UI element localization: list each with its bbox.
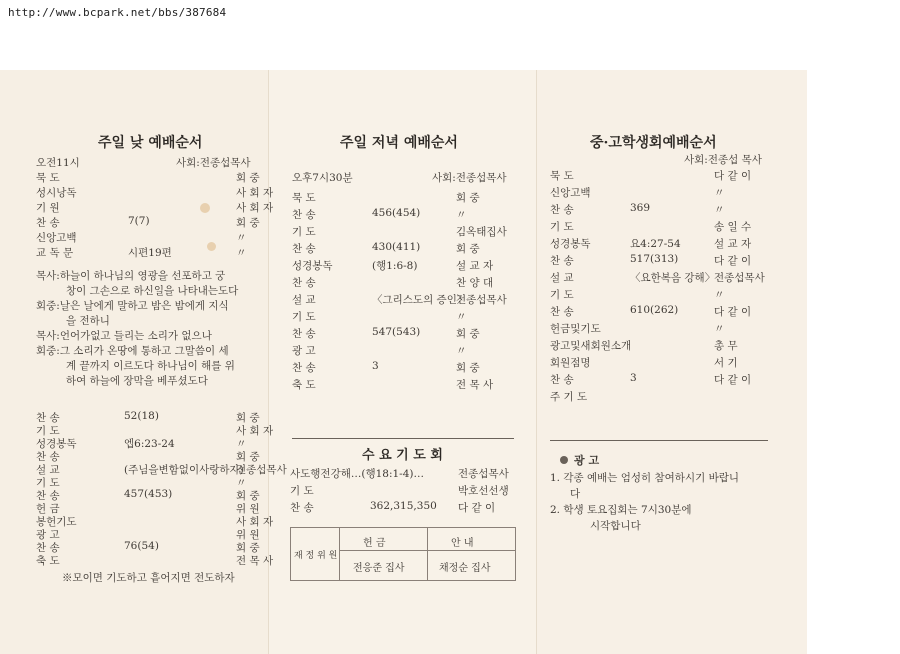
notice-title: 광 고 bbox=[574, 454, 600, 467]
source-url: http://www.bcpark.net/bbs/387684 bbox=[8, 6, 227, 19]
order-leader: 총 무 bbox=[714, 340, 738, 352]
order-item: 찬 송 bbox=[550, 204, 574, 216]
order-item: 기 도 bbox=[292, 311, 316, 323]
order-detail: 7(7) bbox=[128, 215, 150, 227]
order-leader: 회 중 bbox=[236, 412, 260, 424]
table-divider bbox=[339, 550, 515, 551]
text-line: 창이 그손으로 하신일을 나타내는도다 bbox=[66, 285, 239, 297]
order-leader: 〃 bbox=[456, 345, 467, 357]
order-leader: 설 교 자 bbox=[456, 260, 494, 272]
order-leader: 회 중 bbox=[236, 172, 260, 184]
evening-service-title: 주일 저녁 예배순서 bbox=[340, 135, 458, 151]
order-detail: 517(313) bbox=[630, 253, 679, 265]
order-leader: 사 회 자 bbox=[236, 187, 274, 199]
order-detail: 362,315,350 bbox=[370, 500, 437, 512]
order-item: 기 도 bbox=[550, 289, 574, 301]
order-leader: 〃 bbox=[236, 438, 247, 450]
order-item: 기 도 bbox=[292, 226, 316, 238]
order-item: 성경봉독 bbox=[36, 438, 77, 450]
order-leader: 다 같 이 bbox=[714, 170, 752, 182]
order-leader: 〃 bbox=[456, 311, 467, 323]
order-item: 교 독 문 bbox=[36, 247, 74, 259]
text-line: 시작합니다 bbox=[590, 520, 641, 532]
order-leader: 다 같 이 bbox=[714, 255, 752, 267]
order-leader: 〃 bbox=[714, 204, 725, 216]
text-line: 회중:날은 날에게 말하고 밤은 밤에게 지식 bbox=[36, 300, 229, 312]
order-leader: 다 같 이 bbox=[714, 306, 752, 318]
order-item: 찬 송 bbox=[292, 243, 316, 255]
text-line: 2. 학생 토요집회는 7시30분에 bbox=[550, 504, 692, 516]
table-value-offering: 전응준 집사 bbox=[353, 563, 405, 574]
order-item: 설 교 bbox=[36, 464, 60, 476]
text-line: 다 bbox=[570, 488, 581, 500]
evening-service-time: 오후7시30분 bbox=[292, 172, 353, 184]
bullet-icon bbox=[560, 456, 568, 464]
day-service-time: 오전11시 bbox=[36, 157, 80, 169]
text-line: 목사:언어가없고 들리는 소리가 없으나 bbox=[36, 330, 212, 342]
text-line: 하여 하늘에 장막을 베푸셨도다 bbox=[66, 375, 208, 387]
order-item: 성경봉독 bbox=[550, 238, 591, 250]
order-item: 축 도 bbox=[292, 379, 316, 391]
evening-service-host: 사회:전종섭목사 bbox=[432, 172, 507, 184]
order-item: 기 도 bbox=[36, 425, 60, 437]
order-detail: 3 bbox=[630, 372, 637, 384]
order-leader: 회 중 bbox=[236, 542, 260, 554]
order-item: 기 도 bbox=[290, 485, 314, 497]
order-item: 묵 도 bbox=[550, 170, 574, 182]
order-item: 축 도 bbox=[36, 555, 60, 567]
order-detail: (행1:6-8) bbox=[372, 260, 418, 272]
order-leader: 위 원 bbox=[236, 503, 260, 515]
table-divider bbox=[339, 528, 340, 580]
wednesday-title: 수 요 기 도 회 bbox=[362, 448, 443, 463]
order-detail: 369 bbox=[630, 202, 651, 214]
order-item: 찬 송 bbox=[36, 490, 60, 502]
order-item: 봉헌기도 bbox=[36, 516, 77, 528]
day-service-host: 사회:전종섭목사 bbox=[176, 157, 251, 169]
day-service-title: 주일 낮 예배순서 bbox=[98, 135, 203, 151]
order-leader: 다 같 이 bbox=[714, 374, 752, 386]
order-leader: 사 회 자 bbox=[236, 425, 274, 437]
order-item: 설 교 bbox=[292, 294, 316, 306]
order-item: 주 기 도 bbox=[550, 391, 588, 403]
order-item: 찬 송 bbox=[550, 255, 574, 267]
order-detail: (주님을변함없이사랑하자) bbox=[124, 464, 244, 476]
table-header-usher: 안 내 bbox=[451, 538, 474, 549]
order-item: 찬 송 bbox=[550, 306, 574, 318]
order-item: 광 고 bbox=[292, 345, 316, 357]
order-leader: 〃 bbox=[714, 289, 725, 301]
notice-divider bbox=[550, 440, 768, 441]
order-leader: 전 목 사 bbox=[236, 555, 274, 567]
order-item: 헌금및기도 bbox=[550, 323, 601, 335]
order-detail: 요4:27-54 bbox=[630, 238, 681, 250]
table-value-usher: 채정순 집사 bbox=[439, 563, 491, 574]
order-item: 찬 송 bbox=[36, 542, 60, 554]
text-line: 목사:하늘이 하나님의 영광을 선포하고 궁 bbox=[36, 270, 226, 282]
order-item: 광 고 bbox=[36, 529, 60, 541]
order-item: 성시낭독 bbox=[36, 187, 77, 199]
order-item: 찬 송 bbox=[550, 374, 574, 386]
order-leader: 회 중 bbox=[456, 328, 480, 340]
order-leader: 회 중 bbox=[456, 192, 480, 204]
order-item: 기 도 bbox=[550, 221, 574, 233]
stain-mark bbox=[200, 203, 210, 213]
order-item: 신앙고백 bbox=[550, 187, 591, 199]
table-header-offering: 헌 금 bbox=[363, 538, 386, 549]
order-item: 찬 송 bbox=[290, 502, 314, 514]
youth-service-title: 중·고학생회예배순서 bbox=[590, 135, 717, 151]
order-leader: 서 기 bbox=[714, 357, 738, 369]
day-footer-motto: ※모이면 기도하고 흩어지면 전도하자 bbox=[62, 572, 235, 584]
order-leader: 전종섭목사 bbox=[714, 272, 765, 284]
order-item: 설 교 bbox=[550, 272, 574, 284]
order-leader: 전종섭목사 bbox=[456, 294, 507, 306]
order-detail: 〈그리스도의 증인〉 bbox=[372, 294, 468, 306]
order-leader: 회 중 bbox=[456, 243, 480, 255]
order-leader: 전종섭목사 bbox=[236, 464, 287, 476]
order-leader: 송 일 수 bbox=[714, 221, 752, 233]
order-leader: 위 원 bbox=[236, 529, 260, 541]
youth-service-host: 사회:전종섭 목사 bbox=[684, 154, 762, 166]
order-detail: 52(18) bbox=[124, 410, 159, 422]
order-detail: 시편19편 bbox=[128, 247, 172, 259]
order-item: 성경봉독 bbox=[292, 260, 333, 272]
order-item: 광고및새회원소개 bbox=[550, 340, 632, 352]
order-leader: 〃 bbox=[236, 477, 247, 489]
order-detail: 430(411) bbox=[372, 241, 421, 253]
order-item: 신앙고백 bbox=[36, 232, 77, 244]
order-leader: 회 중 bbox=[236, 217, 260, 229]
order-leader: 회 중 bbox=[236, 490, 260, 502]
order-item: 찬 송 bbox=[36, 451, 60, 463]
wed-divider bbox=[292, 438, 514, 439]
order-leader: 〃 bbox=[714, 187, 725, 199]
order-leader: 박호선선생 bbox=[458, 485, 509, 497]
order-leader: 사 회 자 bbox=[236, 202, 274, 214]
order-item: 찬 송 bbox=[36, 412, 60, 424]
order-item: 찬 송 bbox=[292, 328, 316, 340]
order-item: 회원점명 bbox=[550, 357, 591, 369]
order-leader: 전종섭목사 bbox=[458, 468, 509, 480]
order-item: 찬 송 bbox=[292, 362, 316, 374]
order-item: 묵 도 bbox=[292, 192, 316, 204]
order-leader: 찬 양 대 bbox=[456, 277, 494, 289]
text-line: 을 전하니 bbox=[66, 315, 110, 327]
order-item: 기 도 bbox=[36, 477, 60, 489]
order-leader: 〃 bbox=[456, 209, 467, 221]
order-detail: 엡6:23-24 bbox=[124, 438, 175, 450]
order-item: 기 원 bbox=[36, 202, 60, 214]
order-leader: 〃 bbox=[236, 232, 247, 244]
order-item: 사도행전강해…(행18:1-4)… bbox=[290, 468, 425, 480]
order-leader: 사 회 자 bbox=[236, 516, 274, 528]
order-item: 헌 금 bbox=[36, 503, 60, 515]
order-detail: 76(54) bbox=[124, 540, 159, 552]
order-leader: 김옥태집사 bbox=[456, 226, 507, 238]
order-leader: 설 교 자 bbox=[714, 238, 752, 250]
text-line: 1. 각종 예배는 엄성히 참여하시기 바랍니 bbox=[550, 472, 739, 484]
order-item: 찬 송 bbox=[292, 277, 316, 289]
order-detail: 3 bbox=[372, 360, 379, 372]
order-detail: 610(262) bbox=[630, 304, 679, 316]
table-label: 재 정 위 원 bbox=[294, 551, 338, 561]
order-item: 찬 송 bbox=[292, 209, 316, 221]
order-leader: 〃 bbox=[714, 323, 725, 335]
order-leader: 회 중 bbox=[236, 451, 260, 463]
stain-mark bbox=[207, 242, 216, 251]
order-leader: 〃 bbox=[236, 247, 247, 259]
order-detail: 457(453) bbox=[124, 488, 173, 500]
order-leader: 회 중 bbox=[456, 362, 480, 374]
finance-committee-table bbox=[290, 527, 516, 581]
text-line: 계 끝까지 이르도다 하나님이 해를 위 bbox=[66, 360, 235, 372]
order-item: 찬 송 bbox=[36, 217, 60, 229]
order-leader: 다 같 이 bbox=[458, 502, 496, 514]
order-detail: 547(543) bbox=[372, 326, 421, 338]
order-leader: 전 목 사 bbox=[456, 379, 494, 391]
text-line: 회중:그 소리가 온땅에 통하고 그말씀이 세 bbox=[36, 345, 229, 357]
table-divider bbox=[427, 528, 428, 580]
order-detail: 456(454) bbox=[372, 207, 421, 219]
order-item: 묵 도 bbox=[36, 172, 60, 184]
order-detail: 〈요한복음 강해〉 bbox=[630, 272, 716, 284]
